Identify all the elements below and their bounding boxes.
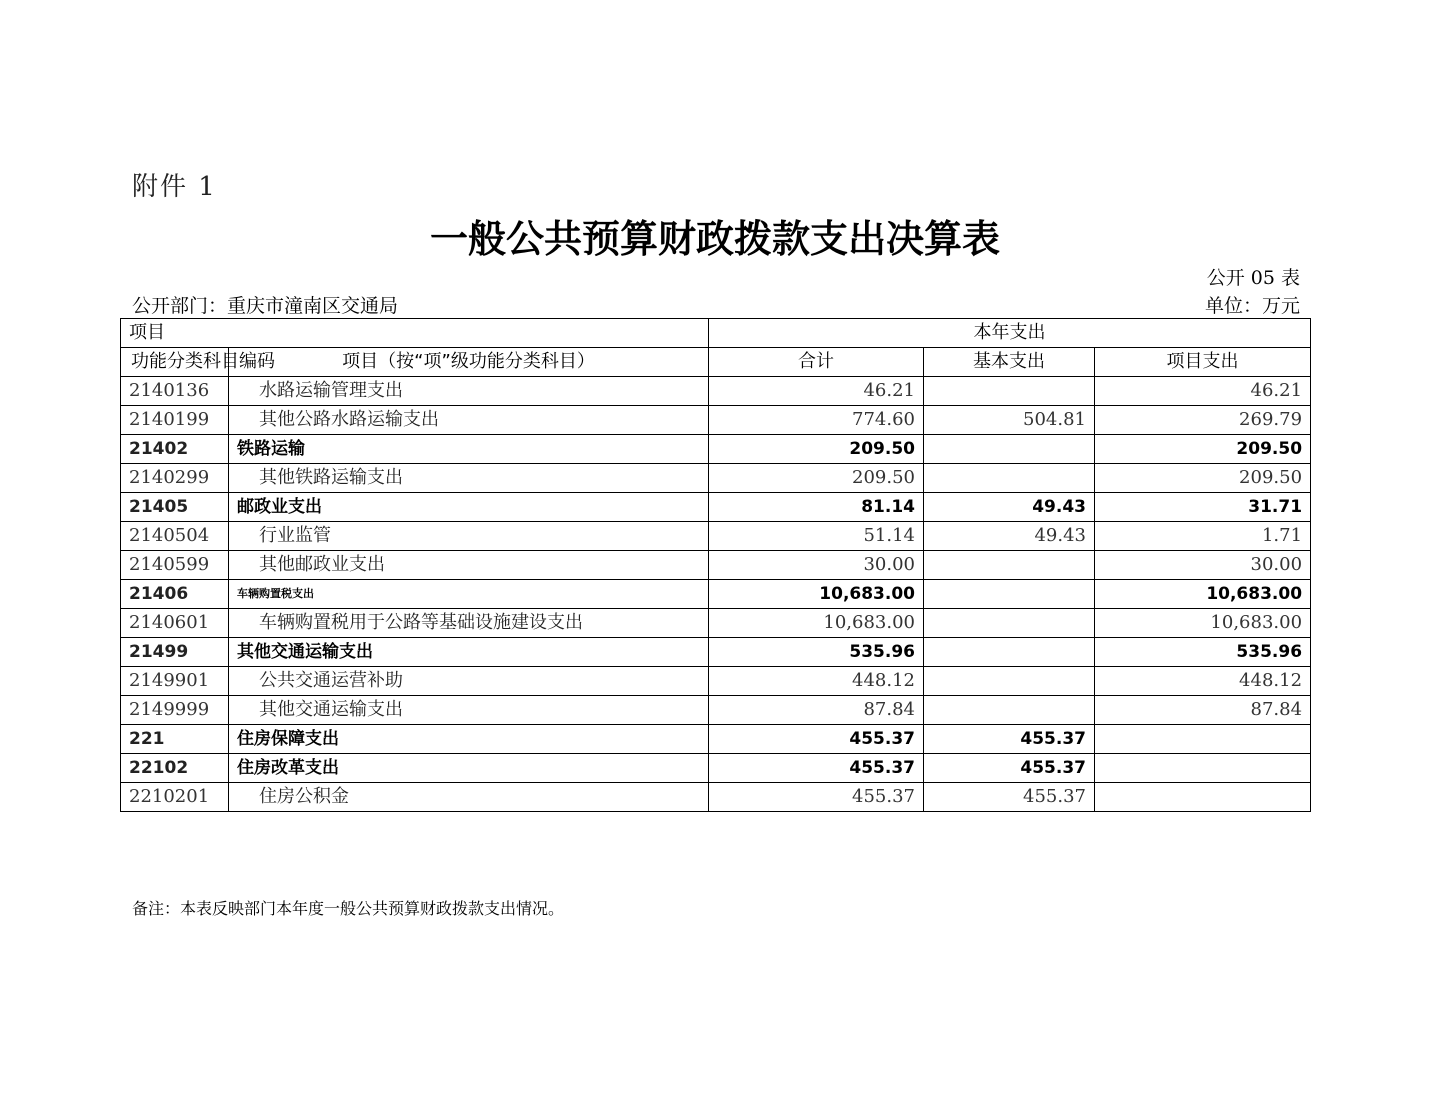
table-row [121,493,1311,522]
row-total: 535.96 [709,638,924,667]
row-project: 10,683.00 [1095,580,1311,609]
row-project: 46.21 [1095,377,1311,406]
row-project: 209.50 [1095,435,1311,464]
row-basic: 49.43 [924,493,1095,522]
header-basic-col: 基本支出 [924,348,1095,377]
row-basic [924,580,1095,609]
row-name: 住房公积金 [229,783,709,812]
row-code: 21402 [121,435,229,464]
table-row [121,522,1311,551]
row-name: 其他铁路运输支出 [229,464,709,493]
row-code: 2140299 [121,464,229,493]
row-basic: 504.81 [924,406,1095,435]
table-row [121,667,1311,696]
row-name: 铁路运输 [229,435,709,464]
table-row [121,464,1311,493]
row-basic [924,638,1095,667]
row-total: 209.50 [709,435,924,464]
row-project: 30.00 [1095,551,1311,580]
row-total: 81.14 [709,493,924,522]
row-code: 21499 [121,638,229,667]
header-project: 项目 [121,319,709,348]
row-code: 2140599 [121,551,229,580]
row-project: 269.79 [1095,406,1311,435]
table-row [121,609,1311,638]
row-basic: 455.37 [924,725,1095,754]
row-name: 水路运输管理支出 [229,377,709,406]
row-basic [924,609,1095,638]
row-code: 22102 [121,754,229,783]
unit-label: 单位：万元 [1204,295,1300,317]
row-name: 邮政业支出 [229,493,709,522]
table-row [121,551,1311,580]
row-total: 209.50 [709,464,924,493]
row-code: 21405 [121,493,229,522]
row-basic: 455.37 [924,783,1095,812]
footnote: 备注：本表反映部门本年度一般公共预算财政拨款支出情况。 [132,899,565,918]
header-code-col [121,348,275,377]
row-project: 87.84 [1095,696,1311,725]
header-code-col-text: 功能分类科目编码 [131,351,275,372]
row-name: 其他公路水路运输支出 [229,406,709,435]
table-row [121,783,1311,812]
table-row [121,696,1311,725]
row-code: 2140136 [121,377,229,406]
row-total: 455.37 [709,725,924,754]
header-project-exp-col: 项目支出 [1095,348,1311,377]
row-basic [924,464,1095,493]
row-basic [924,696,1095,725]
table-body [121,377,1311,812]
row-name: 其他交通运输支出 [229,696,709,725]
row-project: 535.96 [1095,638,1311,667]
row-code: 221 [121,725,229,754]
row-total: 455.37 [709,783,924,812]
table-number: 公开 05 表 [1206,267,1300,289]
row-basic: 49.43 [924,522,1095,551]
row-name: 其他交通运输支出 [229,638,709,667]
row-project: 448.12 [1095,667,1311,696]
row-basic [924,551,1095,580]
row-project: 1.71 [1095,522,1311,551]
table-row [121,406,1311,435]
expenditure-table [120,318,1311,812]
table-row [121,754,1311,783]
row-name: 住房改革支出 [229,754,709,783]
row-name: 公共交通运营补助 [229,667,709,696]
row-total: 448.12 [709,667,924,696]
table-row [121,725,1311,754]
row-name: 行业监管 [229,522,709,551]
row-name: 其他邮政业支出 [229,551,709,580]
row-basic [924,435,1095,464]
attachment-label: 附件 1 [132,172,217,202]
table-row [121,377,1311,406]
table-row [121,580,1311,609]
header-total-col: 合计 [709,348,924,377]
department-label: 公开部门：重庆市潼南区交通局 [132,295,399,317]
table-row [121,638,1311,667]
row-code: 2149901 [121,667,229,696]
row-name: 住房保障支出 [229,725,709,754]
row-code: 2210201 [121,783,229,812]
row-code: 21406 [121,580,229,609]
row-basic [924,667,1095,696]
row-project: 31.71 [1095,493,1311,522]
header-name-col: 项目（按“项”级功能分类科目） [229,348,709,377]
row-total: 10,683.00 [709,609,924,638]
table-row [121,435,1311,464]
row-total: 46.21 [709,377,924,406]
row-total: 30.00 [709,551,924,580]
header-this-year: 本年支出 [709,319,1311,348]
row-basic: 455.37 [924,754,1095,783]
row-code: 2140504 [121,522,229,551]
row-project [1095,725,1311,754]
row-project: 209.50 [1095,464,1311,493]
row-project [1095,754,1311,783]
row-name: 车辆购置税支出 [229,580,709,609]
row-project: 10,683.00 [1095,609,1311,638]
row-code: 2149999 [121,696,229,725]
row-total: 455.37 [709,754,924,783]
row-total: 51.14 [709,522,924,551]
row-total: 10,683.00 [709,580,924,609]
row-code: 2140601 [121,609,229,638]
row-total: 774.60 [709,406,924,435]
row-total: 87.84 [709,696,924,725]
row-code: 2140199 [121,406,229,435]
row-name: 车辆购置税用于公路等基础设施建设支出 [229,609,709,638]
page-title: 一般公共预算财政拨款支出决算表 [429,217,1000,261]
row-project [1095,783,1311,812]
row-basic [924,377,1095,406]
